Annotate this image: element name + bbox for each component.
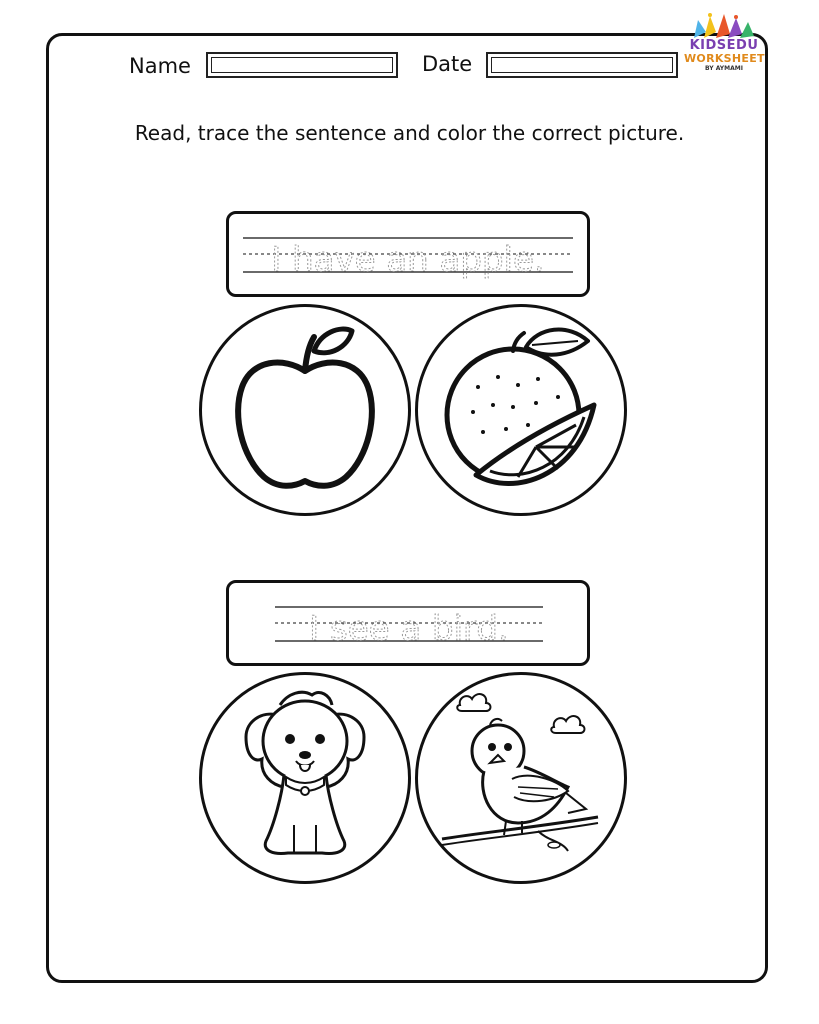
date-field[interactable] (486, 52, 678, 78)
logo-line-3: BY AYMAMI (705, 65, 743, 72)
date-input[interactable] (493, 58, 671, 72)
handwriting-lines-1 (229, 214, 587, 294)
option-orange[interactable] (415, 304, 627, 516)
handwriting-lines-2 (229, 583, 587, 663)
instructions: Read, trace the sentence and color the correct picture. (134, 121, 685, 145)
bird-icon (418, 675, 624, 881)
dog-icon (202, 675, 408, 881)
option-bird[interactable] (415, 672, 627, 884)
orange-icon (418, 307, 624, 513)
name-label: Name (129, 54, 191, 78)
date-label: Date (422, 52, 473, 76)
logo-line-1: KIDSEDU (689, 38, 759, 53)
kidsedu-logo (684, 12, 764, 76)
apple-icon (202, 307, 408, 513)
option-dog[interactable] (199, 672, 411, 884)
trace-sentence-2: I see a bird. (309, 609, 509, 649)
trace-box-1[interactable] (226, 211, 590, 297)
option-apple[interactable] (199, 304, 411, 516)
trace-box-2[interactable] (226, 580, 590, 666)
name-field[interactable] (206, 52, 398, 78)
name-input[interactable] (213, 58, 391, 72)
logo-line-2: WORKSHEET (684, 52, 765, 65)
trace-sentence-1: I have an apple. (271, 240, 545, 280)
